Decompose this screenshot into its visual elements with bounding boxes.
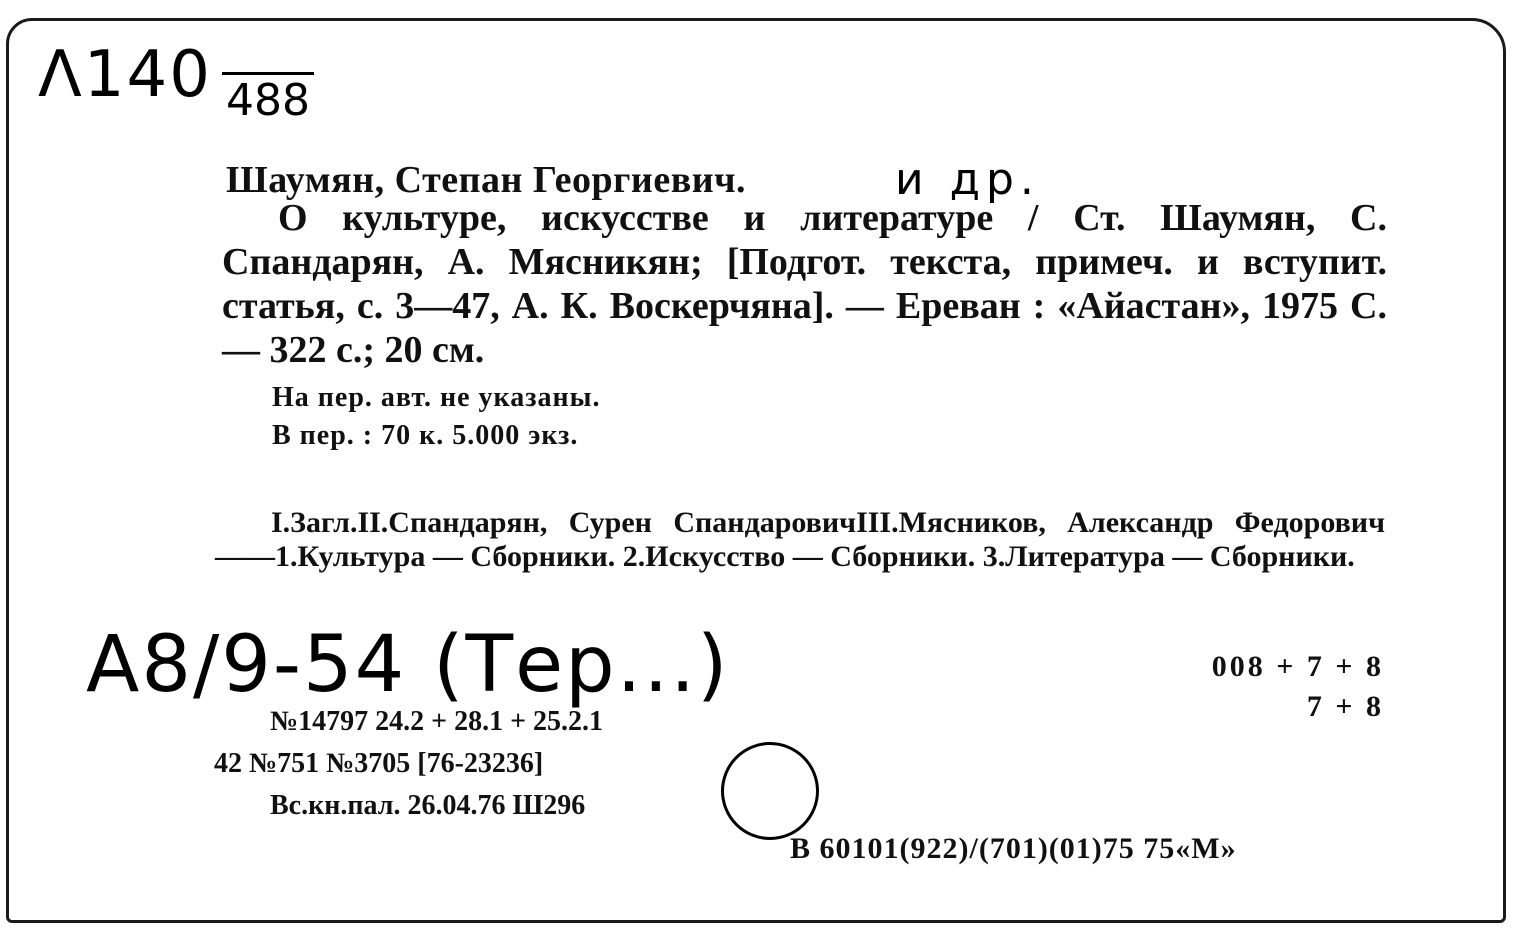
card-heading: Шаумян, Степан Георгиевич. (226, 159, 747, 201)
classification-line-1: 008 + 7 + 8 (1211, 650, 1384, 683)
handwritten-call-number-sub: 488 (222, 72, 314, 126)
card-tracings: I.Загл.II.Спандарян, Сурен СпандаровичIII.Мясников, Александр Федорович ——1.Культура — Сборники. 2.Искусство — Сборники. 3.Литература — Сборники. (215, 506, 1385, 573)
record-line-1: №14797 24.2 + 28.1 + 25.2.1 (270, 706, 604, 737)
bbk-code: В 60101(922)/(701)(01)75 75«М» (790, 832, 1237, 865)
stamp-circle (721, 742, 819, 840)
classification-line-2: 7 + 8 (1306, 690, 1384, 723)
record-line-3: Вс.кн.пал. 26.04.76 Ш296 (270, 790, 586, 821)
card-note-price: В пер. : 70 к. 5.000 экз. (272, 420, 579, 451)
record-line-2: 42 №751 №3705 [76-23236] (214, 748, 544, 779)
card-note-authors: На пер. авт. не указаны. (272, 382, 601, 413)
handwritten-call-number: Λ140 (38, 38, 212, 112)
card-description: О культуре, искусстве и литературе / Ст. Шаумян, С. Спандарян, А. Мясникян; [Подгот. текста, примеч. и вступит. статья, с. 3—47, А. К. Воскерчяна]. — Ереван : «Айастан», 1975 С. — 322 с.; 20 см. (222, 197, 1387, 371)
handwritten-insertion: и др. (895, 154, 1040, 205)
handwritten-shelf-mark: А8/9-54 (Тер...) (86, 620, 730, 710)
